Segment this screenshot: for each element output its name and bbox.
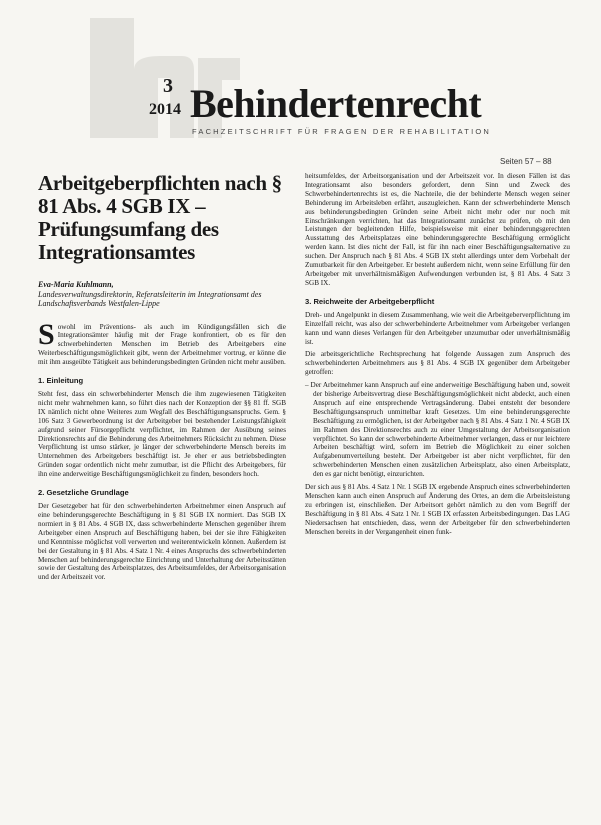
list-item: – Der Arbeitnehmer kann Anspruch auf eine anderweitige Beschäftigung haben und, soweit der bisherige Arbeitsvertrag diese Beschäftigungsmöglichkeit nicht abdeckt, auch einen Anspruch auf eine entsprechende Vertragsänderung. Dabei entsteht der besondere Beschäftigungsanspruch unmittelbar kraft Gesetzes. Um eine behinderungsgerechte Beschäftigung zu ermöglichen, ist der Arbeitgeber nach § 81 Abs. 4 Satz 1 Nr. 4 SGB IX im Rahmen des Direktionsrechts auch zu einer Umgestaltung der Arbeitsorganisation verpflichtet. So kann der schwerbehinderte Arbeitnehmer verlangen, dass er nur leichtere Arbeiten beschäftigt wird, sofern im Betrieb die Möglichkeit zu einer solchen Aufgabenumverteilung besteht. Der Arbeitgeber ist aber nicht verpflichtet, für den schwerbehinderten Menschen einen zusätzlichen Arbeitsplatz, also einen Arbeitsplatz, den es gar nicht benötigt, einzurichten. — [305, 381, 570, 479]
section-heading: 3. Reichweite der Arbeitgeberpflicht — [305, 296, 435, 306]
page-range: Seiten 57 – 88 — [500, 157, 552, 166]
author-block — [38, 280, 286, 309]
journal-title: Behindertenrecht — [190, 81, 482, 126]
article-intro: Sowohl im Präventions- als auch im Kündigungsfällen sich die Integrationsämter häufig mit der Frage konfrontiert, ob es für den schwerbehinderten Menschen im Betrieb des Arbeitgebers eine Weiterbeschäftigungsmöglichkeit gibt, wenn der Arbeitnehmer vortrug, er könne die mit ihm ausgeübte Tätigkeit aus behinderungsbedingten Gründen nicht mehr ausüben. — [38, 317, 286, 367]
issue-year: 2014 — [149, 101, 181, 118]
section-heading: 2. Gesetzliche Grundlage — [38, 488, 129, 498]
author-role: Landesverwaltungsdirektorin, Referatsleiterin im Integrationsamt des Landschaftsverbands Westfalen-Lippe — [38, 289, 262, 308]
section-paragraph: Steht fest, dass ein schwerbehinderter Mensch die ihm zugewiesenen Tätigkeiten nicht mehr wahrnehmen kann, so führt dies nach der Konzeption der §§ 81 ff. SGB IX nämlich nicht ohne Weiteres zum Wegfall des Beschäftigungsanspruchs. Gem. § 106 Satz 3 Gewerbeordnung ist der Arbeitgeber bei bestehender Leistungsfähigkeit aufgrund seiner Fürsorgepflicht verpflichtet, im Rahmen der Ausübung seines Direktionsrechts auf die Behinderung des Arbeitnehmers Rücksicht zu nehmen. Diese Verpflichtung ist umso stärker, je länger der schwerbehinderte Mensch bereits im Unternehmen des Arbeitgebers beschäftigt ist. Je eher er aus betriebsbedingten Gründen sogar ordentlich nicht mehr zumutbar, ist die Pflicht des Arbeitgebers, für ihn eine anderweitige Beschäftigungsmöglichkeit zu finden, besonders hoch. — [38, 390, 286, 479]
journal-subtitle: FACHZEITSCHRIFT FÜR FRAGEN DER REHABILITATION — [192, 127, 492, 136]
article-title: Arbeitgeberpflichten nach § 81 Abs. 4 SGB IX – Prüfungsumfang des Integrationsamtes — [38, 171, 282, 264]
continued-paragraph: heitsumfeldes, der Arbeitsorganisation und der Arbeitszeit vor. In diesen Fällen ist das Integrationsamt also besonders gefordert, denn Sinn und Zweck des Schwerbehindertenrechts ist es, die Nachteile, die der behinderte Mensch wegen seiner Behinderung im Arbeitsleben erfährt, auszugleichen. Kann der schwerbehinderte Mensch aus behinderungsbedingten Gründen seine Arbeit nicht mehr oder nur noch mit Einschränkungen verrichten, hat das Integrationsamt zunächst zu prüfen, ob mit den Leistungen der begleitenden Hilfe, beispielsweise mit einer behinderungsgerechten Ausstattung des Arbeitsplatzes eine behinderungsgerechte Beschäftigung ermöglicht werden kann. Ist dies nicht der Fall, ist für ihn nach einer Beschäftigungsalternative zu suchen. Der Anspruch nach § 81 Abs. 4 SGB IX steht allerdings unter dem Vorbehalt der Zumutbarkeit für den Arbeitgeber. Er besteht außerdem nicht, wenn seine Erfüllung für den Arbeitgeber mit unverhältnismäßigen Aufwendungen verbunden ist, § 81 Abs. 4 Satz 3 SGB IX. — [305, 172, 570, 287]
section-paragraph: Der sich aus § 81 Abs. 4 Satz 1 Nr. 1 SGB IX ergebende Anspruch eines schwerbehinderten Menschen kann auch einen Anspruch auf Änderung des Ortes, an dem die Arbeitsleistung zu erbringen ist, einschließen. Der Arbeitsort gehört nämlich zu den vom Begriff der Beschäftigung in § 81 Abs. 4 Satz 1 Nr. 1 SGB IX erfassten Arbeitsbedingungen. Das LAG Niedersachsen hat entschieden, dass, wenn der Arbeitgeber für den schwerbehinderten Menschen bereits in der Vergangenheit einen funk- — [305, 483, 570, 536]
author-name: Eva-Maria Kuhlmann, — [38, 280, 114, 289]
left-column — [38, 172, 286, 586]
section-heading: 1. Einleitung — [38, 376, 84, 386]
issue-number: 3 — [163, 75, 173, 97]
section-paragraph: Die arbeitsgerichtliche Rechtsprechung hat folgende Aussagen zum Anspruch des schwerbehinderten Arbeitnehmers aus § 81 Abs. 4 SGB IX gegenüber dem Arbeitgeber getroffen: — [305, 350, 570, 377]
section-paragraph: Dreh- und Angelpunkt in diesem Zusammenhang, wie weit die Arbeitgeberverpflichtung im Einzelfall reicht, was also der schwerbehinderte Arbeitnehmer vom Arbeitgeber verlangen kann und wann dieses Verlangen für den Arbeitgeber unzumutbar oder unverhältnismäßig ist. — [305, 310, 570, 346]
right-column — [305, 172, 570, 541]
section-paragraph: Der Gesetzgeber hat für den schwerbehinderten Arbeitnehmer einen Anspruch auf eine behinderungsgerechte Beschäftigung in § 81 SGB IX normiert. Das SGB IX normiert in § 81 Abs. 4 SGB IX, dass schwerbehinderte Menschen gegenüber ihrem Arbeitgeber einen Anspruch auf Beschäftigung haben, bei der sie ihre Fähigkeiten und Kenntnisse möglichst voll verwerten und weiterentwickeln können. Außerdem ist bei der Gestaltung in § 81 Abs. 4 Satz 1 Nr. 4 eines Anspruchs des schwerbehinderten Menschen auf behinderungsgerechte Einrichtung und Unterhaltung der Arbeitsstätten sowie der Gestaltung des Arbeitsplatzes, des Arbeitsumfeldes, der Arbeitsorganisation und der Arbeitszeit vor. — [38, 502, 286, 582]
